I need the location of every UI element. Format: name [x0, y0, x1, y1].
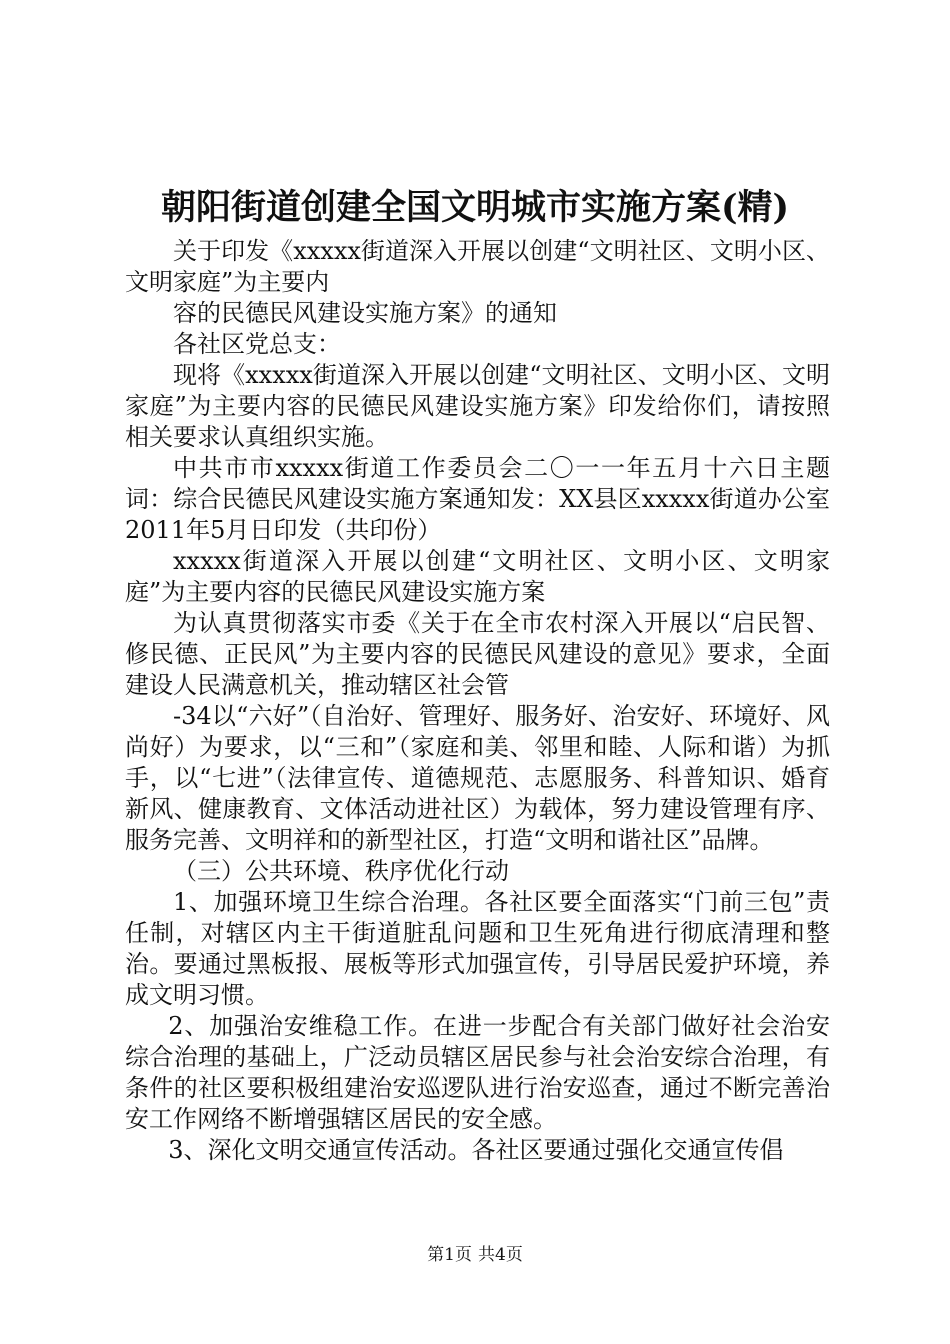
paragraph-purpose: 为认真贯彻落实市委《关于在全市农村深入开展以“启民智、修民德、正民风”为主要内容的民德民风建设的意见》要求，全面建设人民满意机关，推动辖区社会管 — [125, 609, 830, 699]
paragraph-item-1: 1、加强环境卫生综合治理。各社区要全面落实“门前三包”责任制，对辖区内主干街道脏乱问题和卫生死角进行彻底清理和整治。要通过黑板报、展板等形式加强宣传，引导居民爱护环境，养成文明习惯。 — [125, 888, 830, 1009]
paragraph-item-2: 2、加强治安维稳工作。在进一步配合有关部门做好社会治安综合治理的基础上，广泛动员辖区居民参与社会治安综合治理，有条件的社区要积极组建治安巡逻队进行治安巡查，通过不断完善治安工作网络不断增强辖区居民的安全感。 — [125, 1012, 830, 1133]
paragraph-issuance: 现将《xxxxx街道深入开展以创建“文明社区、文明小区、文明家庭”为主要内容的民德民风建设实施方案》印发给你们，请按照相关要求认真组织实施。 — [125, 361, 830, 451]
page-footer — [0, 1244, 950, 1266]
paragraph-issuer-info: 中共市市xxxxx街道工作委员会二〇一一年五月十六日主题词：综合民德民风建设实施方案通知发：XX县区xxxxx街道办公室2011年5月日印发（共印份） — [125, 454, 830, 544]
paragraph-notice-title-2: 容的民德民风建设实施方案》的通知 — [173, 299, 557, 327]
paragraph-plan-title: xxxxx街道深入开展以创建“文明社区、文明小区、文明家庭”为主要内容的民德民风建设实施方案 — [125, 547, 830, 606]
paragraph-item-3: 3、深化文明交通宣传活动。各社区要通过强化交通宣传倡 — [168, 1136, 784, 1164]
paragraph-section-heading: （三）公共环境、秩序优化行动 — [173, 857, 509, 885]
paragraph-salutation: 各社区党总支： — [173, 330, 341, 358]
document-body — [125, 236, 830, 1166]
paragraph-goals: -34以“六好”（自治好、管理好、服务好、治安好、环境好、风尚好）为要求，以“三和”（家庭和美、邻里和睦、人际和谐）为抓手，以“七进”（法律宣传、道德规范、志愿服务、科普知识、婚育新风、健康教育、文体活动进社区）为载体，努力建设管理有序、服务完善、文明祥和的新型社区，打造“文明和谐社区”品牌。 — [125, 702, 830, 854]
page-total: 共4页 — [478, 1245, 523, 1265]
paragraph-notice-title-1: 关于印发《xxxxx街道深入开展以创建“文明社区、文明小区、文明家庭”为主要内 — [125, 237, 830, 296]
document-title: 朝阳街道创建全国文明城市实施方案(精) — [160, 187, 790, 228]
page-number: 第1页 — [427, 1245, 472, 1265]
